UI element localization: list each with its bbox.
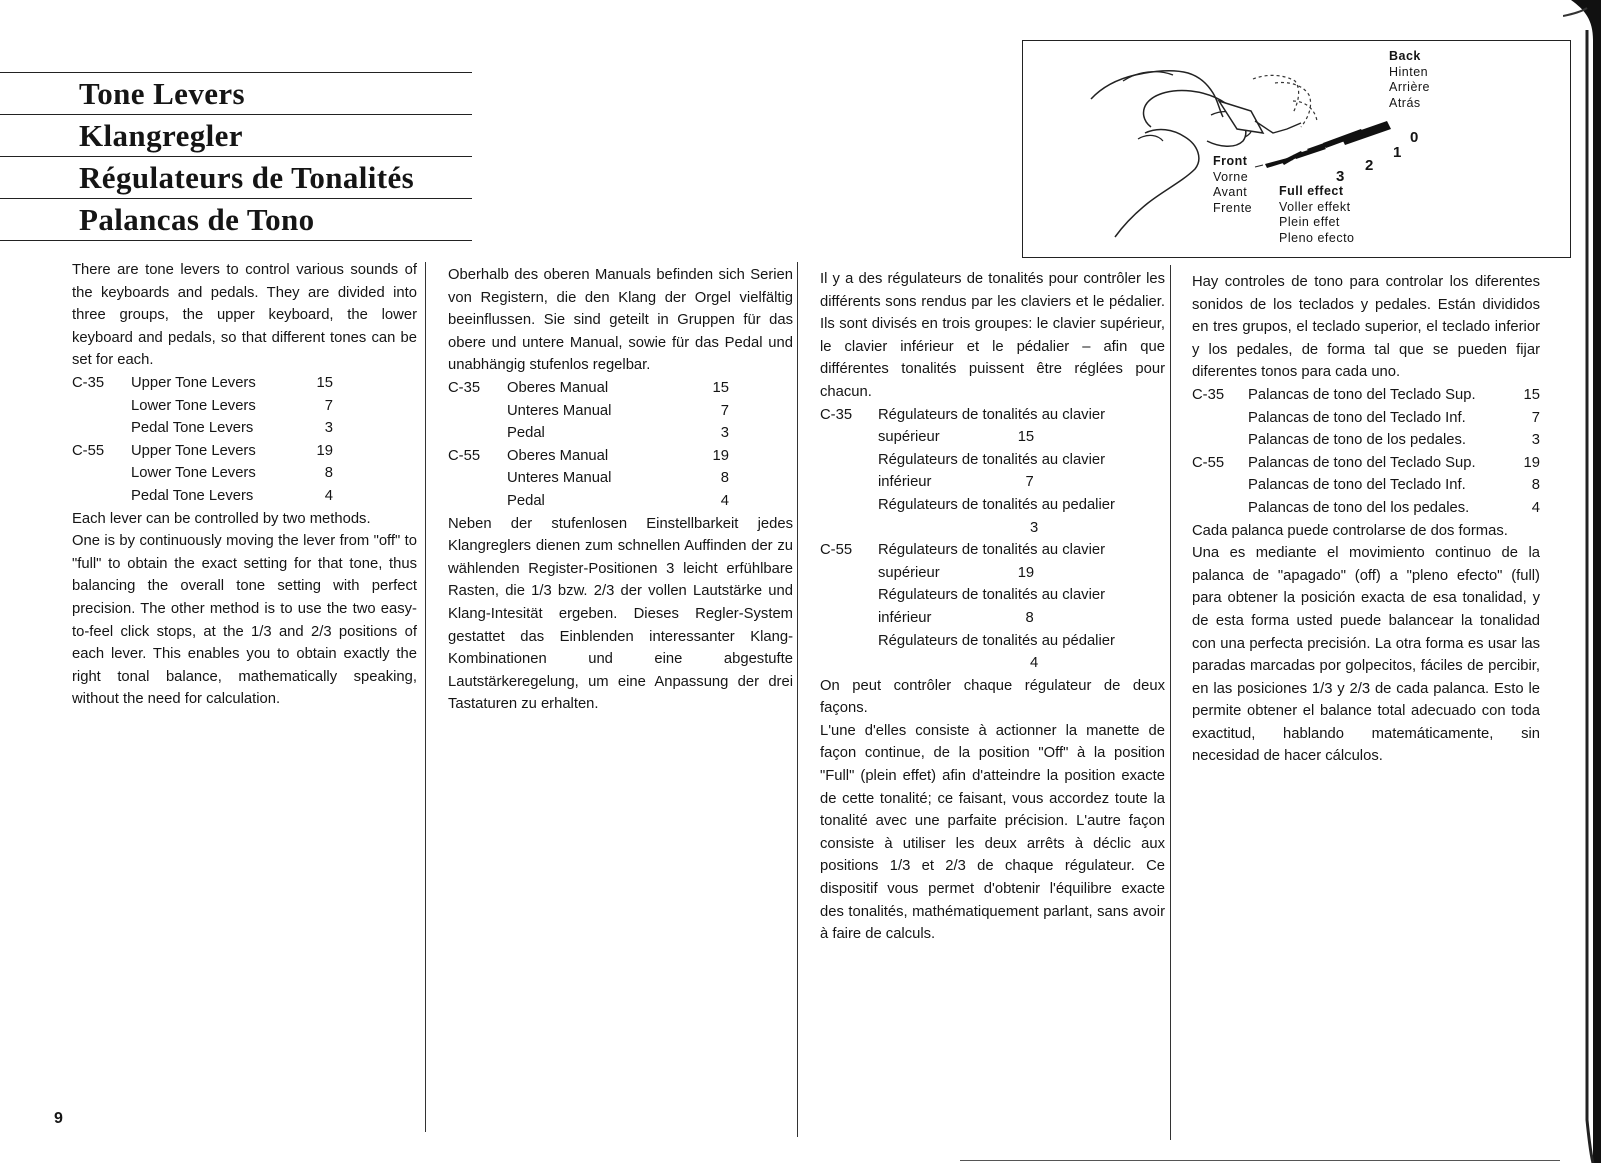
table-row: C-55 Upper Tone Levers 19 — [72, 442, 333, 459]
table-row: C-55 Palancas de tono del Teclado Sup. 19 — [1192, 454, 1540, 471]
title-french: Régulateurs de Tonalités — [0, 156, 472, 198]
table-row: Palancas de tono de los pedales. 3 — [1248, 432, 1540, 449]
table-row: Unteres Manual 8 — [507, 470, 729, 487]
table-row: Pedal 4 — [507, 492, 729, 509]
table-row: Régulateurs de tonalités au clavier — [878, 587, 1106, 604]
german-intro: Oberhalb des oberen Manuals befinden sich Serien von Registern, die den Klang der Orgel vielfältig beeinflussen. Sie sind geteilt in Gruppen für das obere und untere Manual, sowie für das Pedal und unabhängig stufenlos regelbar. — [448, 267, 793, 374]
table-row: Unteres Manual 7 — [507, 402, 729, 419]
table-row: Palancas de tono del los pedales. 4 — [1248, 499, 1540, 516]
page-number: 9 — [54, 1110, 63, 1127]
full-effect-labels: Full effect Voller effekt Plein effet Pleno efecto — [1279, 184, 1355, 246]
table-row: Régulateurs de tonalités au pedalier — [878, 496, 1115, 513]
column-divider-2 — [797, 262, 798, 1137]
table-row: supérieur 15 — [878, 429, 1035, 446]
back-labels: Back Hinten Arrière Atrás — [1389, 49, 1431, 111]
french-intro: Il y a des régulateurs de tonalités pour contrôler les différents sons rendus par les claviers et le pédalier. Ils sont divisés en trois groupes: le clavier supérieur, le clavier inférieur et le pédalier – afin que différentes tonalités puissent être réglées pour chacun. — [820, 271, 1165, 400]
position-0: 0 — [1410, 129, 1419, 146]
position-1: 1 — [1393, 144, 1402, 161]
table-row: inférieur 8 — [878, 609, 1034, 626]
english-intro: There are tone levers to control various sounds of the keyboards and pedals. They are divided into three groups, the upper keyboard, the lower keyboard and pedals, so that different tones can be set for each. — [72, 262, 417, 369]
table-row: Palancas de tono del Teclado Inf. 7 — [1248, 409, 1540, 426]
title-german: Klangregler — [0, 114, 472, 156]
tone-lever-figure — [1022, 40, 1571, 258]
front-labels: Front Vorne Avant Frente — [1213, 154, 1253, 216]
german-column — [448, 264, 793, 716]
table-row: C-55 Régulateurs de tonalités au clavier — [820, 542, 1106, 559]
table-row: C-55 Oberes Manual 19 — [448, 447, 729, 464]
table-row: inférieur 7 — [878, 474, 1034, 491]
spanish-paragraph-2: Una es mediante el movimiento continuo de la palanca de "apagado" (off) a "pleno efecto" (full) para obtener la posición exacta de esa tonalidad, y de esta forma usted puede balancear la tonalidad con una perfecta precisión. La otra forma es usar las paradas marcadas por golpecitos, fáciles de percibir, en las posiciones 1/3 y 2/3 de cada palanca. Esto le permite obtener el balance total adecuado con toda exactitud, hablando matemáticamente, sin necesidad de hacer cálculos. — [1192, 545, 1540, 765]
table-row: Régulateurs de tonalités au pédalier — [878, 632, 1115, 649]
table-row: 4 — [1030, 655, 1039, 672]
title-block — [0, 72, 472, 241]
table-row: Palancas de tono del Teclado Inf. 8 — [1248, 477, 1540, 494]
french-column — [820, 268, 1165, 946]
table-row: Pedal Tone Levers 4 — [131, 487, 333, 504]
position-3: 3 — [1336, 168, 1345, 185]
german-paragraph-1: Neben der stufenlosen Einstellbarkeit jedes Klangreglers dienen zum schnellen Auffinden der zu wählenden Register-Positionen 3 leicht erfühlbare Rasten, die 1/3 bzw. 2/3 der vollen Lautstärke und Klang-Intesität ergeben. Dieses Regler-System gestattet das Einblenden interessanter Klang-Kombinationen und eine abgestufte Lautstärkeregelung, um eine Anpassung der drei Tastaturen zu erhalten. — [448, 515, 793, 713]
title-english: Tone Levers — [0, 72, 472, 114]
table-row: C-35 Upper Tone Levers 15 — [72, 374, 333, 391]
table-row: 3 — [1030, 519, 1039, 536]
bottom-rule — [960, 1160, 1560, 1161]
title-spanish: Palancas de Tono — [0, 198, 472, 241]
table-row: supérieur 19 — [878, 564, 1035, 581]
column-divider-3 — [1170, 265, 1171, 1140]
english-column — [72, 259, 417, 711]
table-row: Lower Tone Levers 7 — [131, 397, 333, 414]
table-row: C-35 Régulateurs de tonalités au clavier — [820, 406, 1106, 423]
table-row: Régulateurs de tonalités au clavier — [878, 451, 1106, 468]
table-row: C-35 Oberes Manual 15 — [448, 379, 729, 396]
table-row: Pedal Tone Levers 3 — [131, 420, 333, 437]
spanish-intro: Hay controles de tono para controlar los diferentes sonidos de los teclados y pedales. Están divididos en tres grupos, el teclado superior, el teclado inferior y los pedales, de forma tal que se pueden fijar diferentes tonos para cada uno. — [1192, 274, 1540, 381]
english-paragraph-2: One is by continuously moving the lever from "off" to "full" to obtain the exact setting for that tone, thus balancing the overall tone setting with perfect precision. The other method is to use the two easy-to-feel click stops, at the 1/3 and 2/3 positions of each lever. This enables you to obtain exactly the right tonal balance, mathematically speaking, without the need for calculation. — [72, 533, 417, 708]
binding-spine — [1563, 0, 1601, 1163]
table-row: C-35 Palancas de tono del Teclado Sup. 15 — [1192, 386, 1540, 403]
position-2: 2 — [1365, 157, 1374, 174]
spanish-paragraph-1: Cada palanca puede controlarse de dos formas. — [1192, 522, 1508, 539]
column-divider-1 — [425, 262, 426, 1132]
table-row: Pedal 3 — [507, 425, 729, 442]
french-paragraph-1: On peut contrôler chaque régulateur de deux façons. — [820, 677, 1165, 717]
english-paragraph-1: Each lever can be controlled by two methods. — [72, 510, 371, 527]
spanish-column — [1192, 271, 1540, 768]
table-row: Lower Tone Levers 8 — [131, 465, 333, 482]
french-paragraph-2: L'une d'elles consiste à actionner la manette de façon continue, de la position "Off" à la position "Full" (plein effet) afin d'atteindre la position exacte de cette tonalité; ce faisant, vous accordez toute la tonalité avec une parfaite précision. L'autre façon consiste à utiliser les deux arrêts à déclic aux positions 1/3 et 2/3 de chaque régulateur. Ce dispositif vous permet d'obtenir l'équilibre exacte des tonalités, mathématiquement parlant, sans avoir à faire de calculs. — [820, 722, 1165, 943]
